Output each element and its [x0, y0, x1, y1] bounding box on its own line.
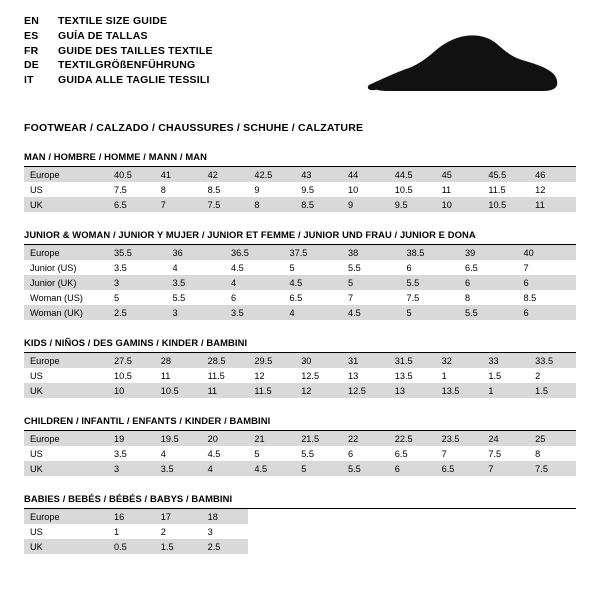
- cell: 21.5: [295, 431, 342, 446]
- size-table-kids: [24, 353, 576, 398]
- cell: 7.5: [114, 184, 127, 195]
- table-row: [24, 368, 576, 383]
- cell: 8: [248, 197, 295, 212]
- language-code: EN: [24, 15, 39, 27]
- cell: 10: [436, 197, 483, 212]
- cell-empty: [436, 539, 483, 554]
- cell: 5: [295, 461, 342, 476]
- cell: 6.5: [289, 292, 303, 303]
- cell: 21: [248, 431, 295, 446]
- cell: 8.5: [207, 184, 221, 195]
- cell-empty: [248, 509, 295, 524]
- cell: 43: [295, 167, 342, 182]
- group-man: [24, 151, 576, 212]
- table-row: [24, 260, 576, 275]
- table-row: [24, 197, 576, 212]
- cell: 4: [225, 275, 284, 290]
- cell: 7: [441, 448, 447, 459]
- row-label: UK: [24, 197, 108, 212]
- cell: 3: [167, 305, 226, 320]
- cell: 5.5: [348, 262, 361, 273]
- cell: 11.5: [207, 370, 225, 381]
- cell: 19.5: [155, 431, 202, 446]
- language-code: FR: [24, 44, 39, 57]
- cell: 8: [160, 184, 166, 195]
- language-title: GUIDE DES TAILLES TEXTILE: [58, 44, 213, 57]
- cell: 11.5: [488, 184, 506, 195]
- cell-empty: [482, 524, 529, 539]
- cell-empty: [389, 524, 436, 539]
- table-row: [24, 446, 576, 461]
- cell-empty: [482, 539, 529, 554]
- cell: 12: [535, 184, 546, 195]
- cell: 38.5: [401, 245, 460, 260]
- cell: 37.5: [284, 245, 343, 260]
- row-label: US: [30, 370, 43, 381]
- cell: 4: [172, 262, 178, 273]
- cell: 29.5: [248, 353, 295, 368]
- cell: 9.5: [301, 184, 314, 195]
- cell: 6.5: [394, 448, 408, 459]
- cell: 9: [254, 184, 260, 195]
- row-label: Woman (UK): [24, 305, 108, 320]
- cell: 1: [114, 526, 120, 537]
- cell: 6.5: [436, 461, 483, 476]
- cell: 41: [155, 167, 202, 182]
- group-junior-woman: [24, 229, 576, 320]
- cell: 22: [342, 431, 389, 446]
- cell-empty: [436, 509, 483, 524]
- cell-empty: [529, 524, 576, 539]
- cell: 9.5: [389, 197, 436, 212]
- cell: 3.5: [225, 305, 284, 320]
- cell-empty: [248, 539, 295, 554]
- cell: 13.5: [436, 383, 483, 398]
- cell: 7: [348, 292, 354, 303]
- cell: 3: [207, 526, 213, 537]
- cell: 10.5: [482, 197, 529, 212]
- cell: 8.5: [295, 197, 342, 212]
- cell: 18: [202, 509, 249, 524]
- cell: 9: [342, 197, 389, 212]
- cell: 6: [459, 275, 518, 290]
- cell: 3.5: [155, 461, 202, 476]
- cell: 17: [155, 509, 202, 524]
- table-row: [24, 245, 576, 260]
- cell: 25: [529, 431, 576, 446]
- cell: 38: [342, 245, 401, 260]
- table-row: [24, 290, 576, 305]
- table-row: [24, 383, 576, 398]
- row-label: UK: [24, 539, 108, 554]
- row-label: US: [30, 448, 43, 459]
- cell: 6: [389, 461, 436, 476]
- table-row: [24, 353, 576, 368]
- cell: 4: [284, 305, 343, 320]
- language-row: [24, 31, 213, 46]
- cell: 10: [347, 184, 359, 195]
- table-row: [24, 167, 576, 182]
- cell: 2.5: [108, 305, 167, 320]
- cell: 24: [482, 431, 529, 446]
- cell: 4.5: [231, 262, 244, 273]
- cell: 7.5: [406, 292, 420, 303]
- table-row: [24, 305, 576, 320]
- row-label: Europe: [24, 431, 108, 446]
- cell: 13.5: [394, 370, 413, 381]
- group-title: CHILDREN / INFANTIL / ENFANTS / KINDER / BAMBINI: [24, 415, 271, 426]
- cell: 45: [436, 167, 483, 182]
- cell: 5: [342, 275, 401, 290]
- cell: 8: [535, 448, 541, 459]
- row-label: UK: [24, 383, 108, 398]
- cell: 7.5: [488, 448, 502, 459]
- cell: 4: [202, 461, 249, 476]
- cell: 12.5: [342, 383, 389, 398]
- size-table-junior-woman: [24, 245, 576, 320]
- cell: 7: [482, 461, 529, 476]
- row-label: Europe: [24, 509, 108, 524]
- cell: 11: [202, 383, 249, 398]
- cell: 35.5: [108, 245, 167, 260]
- cell: 13: [389, 383, 436, 398]
- cell: 3.5: [114, 262, 127, 273]
- cell: 4.5: [248, 461, 295, 476]
- cell: 42.5: [248, 167, 295, 182]
- cell: 4.5: [284, 275, 343, 290]
- cell: 6: [406, 262, 412, 273]
- row-label: US: [30, 526, 43, 537]
- table-row: [24, 275, 576, 290]
- cell: 36: [167, 245, 226, 260]
- language-code: IT: [24, 74, 34, 87]
- cell: 6.5: [108, 197, 155, 212]
- cell: 28.5: [202, 353, 249, 368]
- cell-empty: [295, 539, 342, 554]
- cell: 11.5: [248, 383, 295, 398]
- cell: 11: [441, 184, 452, 195]
- cell: 12.5: [301, 370, 320, 381]
- cell-empty: [529, 539, 576, 554]
- cell-empty: [342, 524, 389, 539]
- row-label: UK: [24, 461, 108, 476]
- cell: 5.5: [342, 461, 389, 476]
- cell: 44.5: [389, 167, 436, 182]
- cell: 22.5: [389, 431, 436, 446]
- language-title: GUIDA ALLE TAGLIE TESSILI: [58, 74, 210, 87]
- cell: 33: [482, 353, 529, 368]
- dress-shoe-icon: [357, 28, 562, 108]
- table-row: [24, 524, 576, 539]
- cell: 4.5: [207, 448, 221, 459]
- group-title: MAN / HOMBRE / HOMME / MANN / MAN: [24, 151, 207, 162]
- cell: 5.5: [172, 292, 186, 303]
- cell: 31: [342, 353, 389, 368]
- cell: 2.5: [202, 539, 249, 554]
- cell: 32: [436, 353, 483, 368]
- cell: 31.5: [389, 353, 436, 368]
- cell-empty: [389, 509, 436, 524]
- cell: 5.5: [301, 448, 314, 459]
- cell: 12: [254, 370, 265, 381]
- cell-empty: [295, 524, 342, 539]
- cell: 13: [347, 370, 359, 381]
- table-row: [24, 182, 576, 197]
- cell: 40: [518, 245, 577, 260]
- cell-empty: [342, 539, 389, 554]
- cell: 7: [523, 262, 529, 273]
- cell: 27.5: [108, 353, 155, 368]
- group-title: KIDS / NIÑOS / DES GAMINS / KINDER / BAMBINI: [24, 337, 248, 348]
- cell: 10.5: [114, 370, 132, 381]
- cell: 10.5: [155, 383, 202, 398]
- cell-empty: [529, 509, 576, 524]
- cell: 10.5: [394, 184, 413, 195]
- cell: 5: [401, 305, 460, 320]
- cell: 45.5: [482, 167, 529, 182]
- cell: 12: [295, 383, 342, 398]
- row-label: Europe: [24, 245, 108, 260]
- cell: 19: [108, 431, 155, 446]
- row-label: Woman (US): [30, 292, 83, 303]
- cell: 2: [535, 370, 541, 381]
- cell: 6: [518, 305, 577, 320]
- footwear-section-title: FOOTWEAR / CALZADO / CHAUSSURES / SCHUHE / CALZATURE: [24, 122, 364, 134]
- group-title: BABIES / BEBÉS / BÉBÉS / BABYS / BAMBINI: [24, 493, 233, 504]
- cell-empty: [248, 524, 295, 539]
- cell: 3: [108, 275, 167, 290]
- cell: 30: [295, 353, 342, 368]
- language-row: [24, 60, 213, 75]
- cell: 16: [108, 509, 155, 524]
- row-label: Europe: [24, 167, 108, 182]
- language-row: [24, 75, 213, 90]
- cell: 5: [114, 292, 120, 303]
- cell: 33.5: [529, 353, 576, 368]
- language-title: GUÍA DE TALLAS: [58, 29, 148, 42]
- cell: 39: [459, 245, 518, 260]
- table-row: [24, 509, 576, 524]
- cell: 3.5: [114, 448, 127, 459]
- cell: 36.5: [225, 245, 284, 260]
- cell: 4.5: [342, 305, 401, 320]
- cell: 6: [347, 448, 354, 459]
- cell: 3: [108, 461, 155, 476]
- header: [24, 16, 576, 108]
- size-table-children: [24, 431, 576, 476]
- cell: 11: [160, 370, 171, 381]
- row-label: US: [30, 184, 43, 195]
- cell: 5: [254, 448, 260, 459]
- group-children: [24, 415, 576, 476]
- cell: 46: [529, 167, 576, 182]
- size-table-man: [24, 167, 576, 212]
- cell: 20: [202, 431, 249, 446]
- cell: 4: [160, 448, 166, 459]
- cell: 1: [441, 370, 447, 381]
- cell: 5: [289, 262, 295, 273]
- size-table-babies: [24, 509, 576, 554]
- group-kids: [24, 337, 576, 398]
- group-babies: [24, 493, 576, 554]
- cell: 10: [108, 383, 155, 398]
- cell: 42: [202, 167, 249, 182]
- cell: 11: [529, 197, 576, 212]
- language-title: TEXTILGRÖßENFÜHRUNG: [58, 59, 196, 72]
- cell: 3.5: [167, 275, 226, 290]
- cell: 23.5: [436, 431, 483, 446]
- cell: 6: [231, 292, 237, 303]
- language-title-list: [24, 16, 213, 90]
- cell: 6: [518, 275, 577, 290]
- cell: 5.5: [401, 275, 460, 290]
- cell: 8.5: [523, 292, 537, 303]
- cell: 28: [155, 353, 202, 368]
- cell: 7.5: [202, 197, 249, 212]
- table-row: [24, 431, 576, 446]
- cell-empty: [482, 509, 529, 524]
- cell-empty: [295, 509, 342, 524]
- cell-empty: [342, 509, 389, 524]
- cell: 1: [482, 383, 529, 398]
- table-row: [24, 539, 576, 554]
- cell: 8: [465, 292, 471, 303]
- cell: 44: [342, 167, 389, 182]
- row-label: Europe: [24, 353, 108, 368]
- row-label: Junior (UK): [24, 275, 108, 290]
- group-title: JUNIOR & WOMAN / JUNIOR Y MUJER / JUNIOR ET FEMME / JUNIOR UND FRAU / JUNIOR E DONA: [24, 229, 476, 240]
- language-code: DE: [24, 59, 39, 72]
- cell: 1.5: [155, 539, 202, 554]
- cell: 1.5: [488, 370, 502, 381]
- cell: 2: [160, 526, 166, 537]
- table-row: [24, 461, 576, 476]
- cell-empty: [436, 524, 483, 539]
- cell-empty: [389, 539, 436, 554]
- cell: 0.5: [108, 539, 155, 554]
- cell: 7.5: [529, 461, 576, 476]
- cell: 6.5: [465, 262, 478, 273]
- language-row: [24, 16, 213, 31]
- language-code: ES: [24, 29, 39, 42]
- cell: 7: [155, 197, 202, 212]
- cell: 1.5: [529, 383, 576, 398]
- language-title: TEXTILE SIZE GUIDE: [58, 15, 168, 27]
- row-label: Junior (US): [30, 262, 77, 273]
- cell: 40.5: [108, 167, 155, 182]
- cell: 5.5: [459, 305, 518, 320]
